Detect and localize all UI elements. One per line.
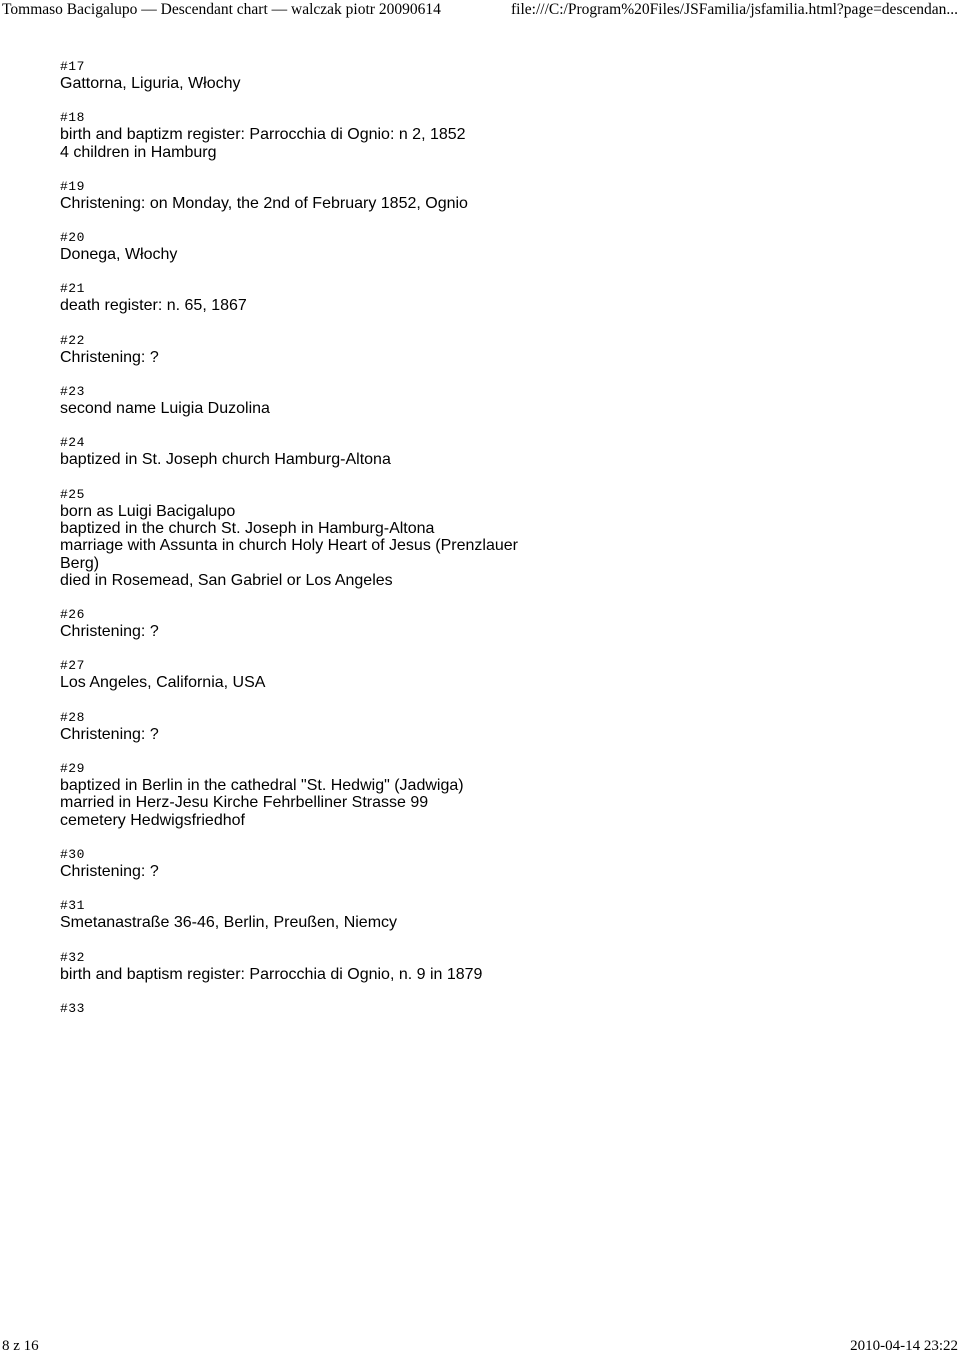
note-text: death register: n. 65, 1867	[60, 297, 247, 315]
note-text: second name Luigia Duzolina	[60, 400, 270, 418]
note-text: birth and baptizm register: Parrocchia di Ognio: n 2, 1852	[60, 126, 466, 144]
note-text: Christening: ?	[60, 348, 159, 366]
note-text: Gattorna, Liguria, Włochy	[60, 75, 241, 92]
note-entry	[60, 486, 920, 589]
note-number: #24	[60, 435, 85, 451]
print-header	[0, 0, 960, 22]
page-number: 8 z 16	[2, 1338, 39, 1354]
note-text: birth and baptism register: Parrocchia di Ognio, n. 9 in 1879	[60, 965, 483, 983]
note-text: Smetanastraße 36-46, Berlin, Preußen, Niemcy	[60, 914, 398, 932]
note-entry	[60, 178, 920, 212]
note-number: #31	[60, 898, 85, 914]
note-number: #32	[60, 949, 85, 965]
note-text: baptized in Berlin in the cathedral "St. Hedwig" (Jadwiga)	[60, 777, 464, 795]
note-number: #17	[60, 59, 85, 74]
note-text: Los Angeles, California, USA	[60, 674, 266, 692]
note-entry	[60, 846, 920, 880]
note-number: #26	[60, 607, 85, 623]
note-number: #29	[60, 761, 85, 777]
print-footer	[0, 1338, 960, 1357]
note-entry	[60, 109, 920, 161]
note-number: #27	[60, 658, 85, 674]
note-text: 4 children in Hamburg	[60, 143, 217, 161]
note-text: baptized in the church St. Joseph in Hamburg-Altona	[60, 519, 435, 537]
note-number: #33	[60, 1000, 85, 1016]
note-number: #19	[60, 178, 85, 194]
note-entry	[60, 58, 920, 92]
note-text: Christening: ?	[60, 623, 159, 641]
note-entry	[60, 229, 920, 263]
note-text: Christening: ?	[60, 725, 159, 743]
note-number: #28	[60, 709, 85, 725]
note-number: #23	[60, 384, 85, 400]
note-number: #18	[60, 110, 85, 126]
note-entry	[60, 383, 920, 417]
note-text: Christening: on Monday, the 2nd of February 1852, Ognio	[60, 194, 468, 212]
note-text: Berg)	[60, 554, 100, 572]
note-number: #21	[60, 281, 85, 297]
document-title: Tommaso Bacigalupo — Descendant chart — walczak piotr 20090614	[2, 1, 441, 18]
note-entry	[60, 709, 920, 743]
note-number: #25	[60, 486, 85, 502]
note-text: born as Luigi Bacigalupo	[60, 502, 236, 520]
note-entry	[60, 606, 920, 640]
note-text: cemetery Hedwigsfriedhof	[60, 811, 245, 829]
note-text: married in Herz-Jesu Kirche Fehrbelliner Strasse 99	[60, 794, 429, 812]
note-text: died in Rosemead, San Gabriel or Los Angeles	[60, 571, 393, 589]
note-number: #20	[60, 230, 85, 246]
note-entry	[60, 280, 920, 314]
note-text: Christening: ?	[60, 862, 159, 880]
note-entry	[60, 897, 920, 931]
note-text: marriage with Assunta in church Holy Heart of Jesus (Prenzlauer	[60, 537, 518, 555]
note-text: Donega, Włochy	[60, 246, 178, 264]
note-entry	[60, 1000, 920, 1017]
note-number: #22	[60, 332, 85, 348]
print-datetime: 2010-04-14 23:22	[850, 1338, 958, 1354]
note-entry	[60, 949, 920, 983]
notes-list	[60, 58, 920, 1034]
note-text: baptized in St. Joseph church Hamburg-Altona	[60, 451, 391, 469]
note-entry	[60, 434, 920, 468]
note-entry	[60, 657, 920, 691]
note-entry	[60, 332, 920, 366]
note-entry	[60, 760, 920, 829]
note-number: #30	[60, 846, 85, 862]
document-url: file:///C:/Program%20Files/JSFamilia/jsfamilia.html?page=descendan...	[511, 1, 958, 18]
